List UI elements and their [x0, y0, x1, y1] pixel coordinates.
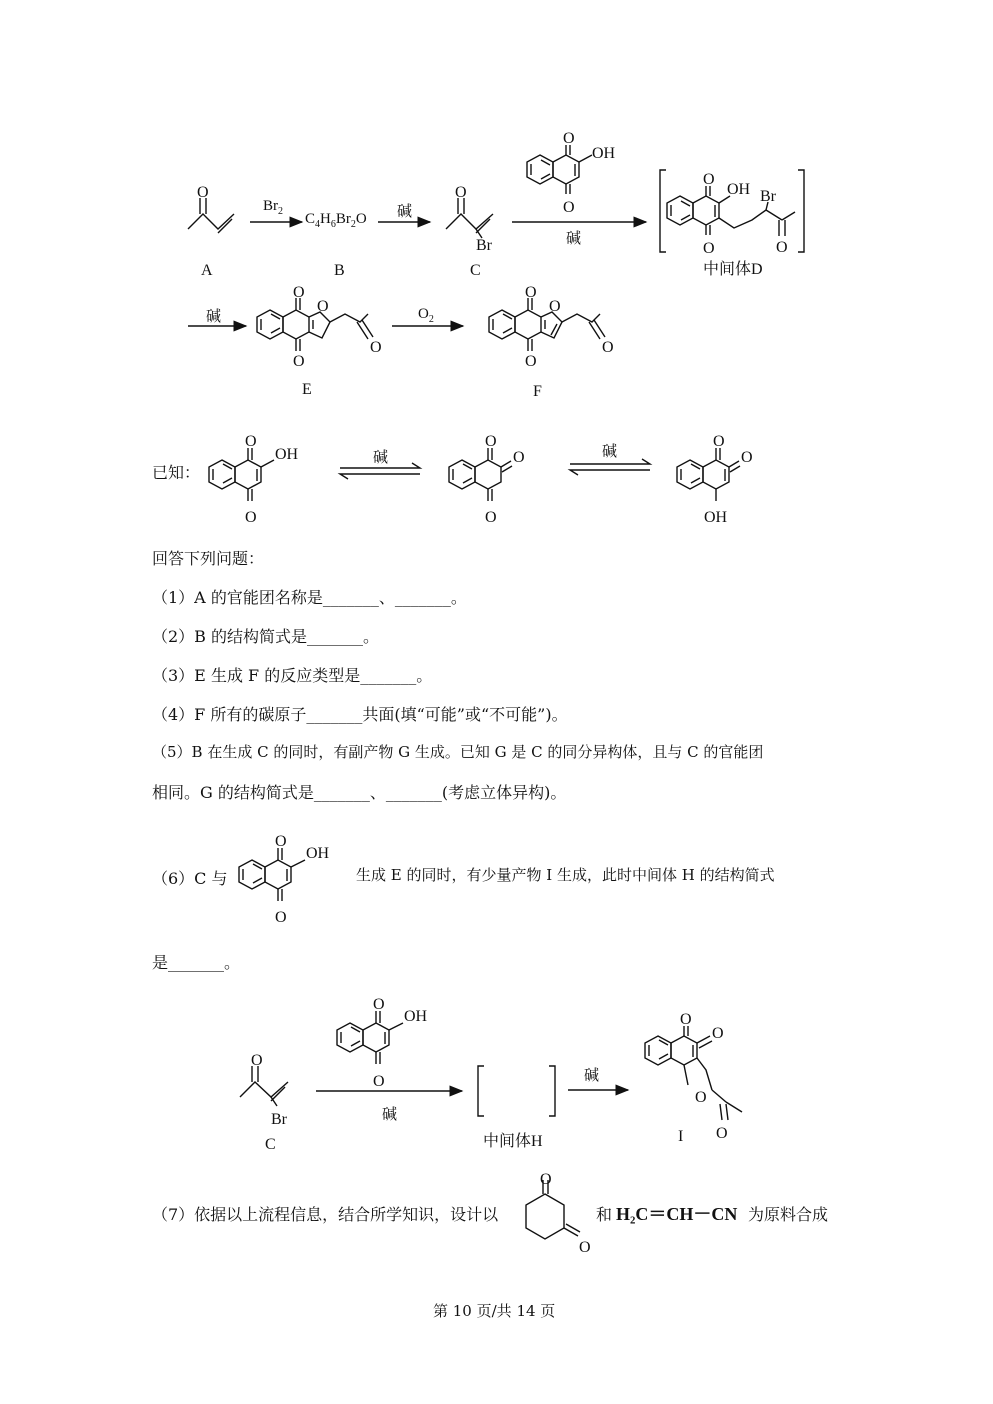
question-3: （3）E 生成 F 的反应类型是_______。 [152, 666, 433, 685]
atom-o-dione-bottom: O [579, 1239, 591, 1256]
known-prefix: 已知： [152, 463, 201, 482]
atom-o-d-ketone: O [776, 239, 788, 256]
question-6-part-b: 生成 E 的同时，有少量产物 I 生成，此时中间体 H 的结构简式 [356, 866, 775, 884]
atom-br-c: Br [476, 237, 492, 254]
base-label-c-h: 碱 [382, 1107, 398, 1123]
question-2: （2）B 的结构简式是_______。 [152, 627, 380, 646]
equilibrium-arrow-2 [570, 459, 650, 475]
base-label-h-i: 碱 [584, 1068, 600, 1084]
atom-o-i-right: O [712, 1025, 724, 1042]
question-4: （4）F 所有的碳原子_______共面(填“可能”或“不可能”)。 [152, 705, 568, 724]
atom-o-q6-bottom: O [275, 909, 287, 926]
reagent-br2: $Br_2$ [263, 198, 283, 217]
atom-br-d: Br [760, 188, 776, 205]
question-6-part-a: （6）C 与 [152, 869, 228, 888]
reagent-o2: $O_2$ [418, 306, 434, 325]
label-a: A [201, 262, 213, 279]
questions-intro: 回答下列问题： [152, 549, 265, 568]
atom-o-d-bottom: O [703, 240, 715, 257]
atom-oh-k1: OH [275, 446, 299, 463]
bracket-left-d [660, 170, 666, 252]
atom-br-c2: Br [271, 1111, 287, 1128]
label-c: C [470, 262, 481, 279]
atom-o-dione-top: O [540, 1171, 552, 1188]
question-7-part-c: 为原料合成 [748, 1205, 829, 1224]
known-structure-3 [677, 448, 740, 501]
hydroxynaphthoquinone-reagent-1 [527, 145, 592, 194]
atom-o-c: O [455, 184, 467, 201]
label-c-scheme2: C [265, 1136, 276, 1153]
formula-b: $C_4H_6Br_2O$ [305, 211, 367, 230]
atom-o-f-top: O [525, 284, 537, 301]
question-5-line1: （5）B 在生成 C 的同时，有副产物 G 生成。已知 G 是 C 的同分异构体，且与 C 的官能团 [152, 743, 764, 761]
atom-o-k2-top: O [485, 433, 497, 450]
atom-oh-r1: OH [592, 145, 616, 162]
atom-oh-k3: OH [704, 509, 728, 526]
atom-o-r2-bottom: O [373, 1073, 385, 1090]
atom-o-e-ring: O [317, 298, 329, 315]
known-structure-2 [449, 448, 512, 501]
atom-o-k3-top: O [713, 433, 725, 450]
molecule-f [489, 298, 605, 351]
label-b: B [334, 262, 345, 279]
atom-oh-r2: OH [404, 1008, 428, 1025]
atom-oh-q6: OH [306, 845, 330, 862]
hydroxynaphthoquinone-reagent-2 [337, 1011, 403, 1064]
bracket-right-h [549, 1066, 555, 1116]
atom-o-f-bottom: O [525, 353, 537, 370]
question-1: （1）A 的官能团名称是_______、_______。 [152, 588, 467, 607]
atom-o-e-bottom: O [293, 353, 305, 370]
bracket-right-d [798, 170, 804, 252]
label-i: I [678, 1128, 684, 1145]
atom-o-r1-bottom: O [563, 199, 575, 216]
molecule-i [645, 1026, 742, 1120]
atom-o-a: O [197, 184, 209, 201]
label-e: E [302, 381, 312, 398]
cyclohexanedione-structure [526, 1180, 580, 1239]
atom-o-k2-right: O [513, 449, 525, 466]
atom-o-q6-top: O [275, 833, 287, 850]
question-7-part-b: 和 [596, 1205, 613, 1224]
molecule-e [257, 298, 373, 351]
question-7-part-a: （7）依据以上流程信息，结合所学知识，设计以 [152, 1205, 499, 1224]
bracket-left-h [478, 1066, 484, 1116]
atom-o-f-ring: O [549, 298, 561, 315]
atom-o-i-top: O [680, 1011, 692, 1028]
known-structure-1 [209, 448, 274, 501]
atom-o-e-top: O [293, 284, 305, 301]
question-5-line2: 相同。G 的结构简式是_______、_______(考虑立体异构)。 [152, 783, 567, 802]
base-label-1: 碱 [397, 204, 413, 220]
label-h: 中间体H [483, 1133, 543, 1150]
q6-reagent-structure [239, 848, 305, 901]
atom-o-e-ketone: O [370, 339, 382, 356]
atom-o-d-top: O [703, 171, 715, 188]
molecule-c [446, 198, 493, 238]
atom-o-r2-top: O [373, 996, 385, 1013]
label-d: 中间体D [703, 261, 763, 278]
base-label-2: 碱 [566, 231, 582, 247]
molecule-c-scheme2 [240, 1066, 288, 1106]
atom-o-k1-top: O [245, 433, 257, 450]
base-label-3: 碱 [206, 309, 222, 325]
question-6-part-c: 是_______。 [152, 953, 241, 972]
known-base-a: 碱 [373, 450, 389, 466]
molecule-a [188, 198, 234, 233]
atom-oh-d: OH [727, 181, 751, 198]
atom-o-k3-right: O [741, 449, 753, 466]
atom-o-k2-bottom: O [485, 509, 497, 526]
atom-o-k1-bottom: O [245, 509, 257, 526]
atom-o-c2: O [251, 1052, 263, 1069]
page-footer: 第 10 页/共 14 页 [433, 1302, 556, 1320]
atom-o-i-ketone: O [716, 1125, 728, 1142]
acrylonitrile-formula: H₂C＝CH－CN [616, 1204, 738, 1224]
label-f: F [533, 383, 542, 400]
atom-o-r1-top: O [563, 130, 575, 147]
atom-o-f-ketone: O [602, 339, 614, 356]
atom-o-i-ring: O [695, 1089, 707, 1106]
known-base-b: 碱 [602, 444, 618, 460]
